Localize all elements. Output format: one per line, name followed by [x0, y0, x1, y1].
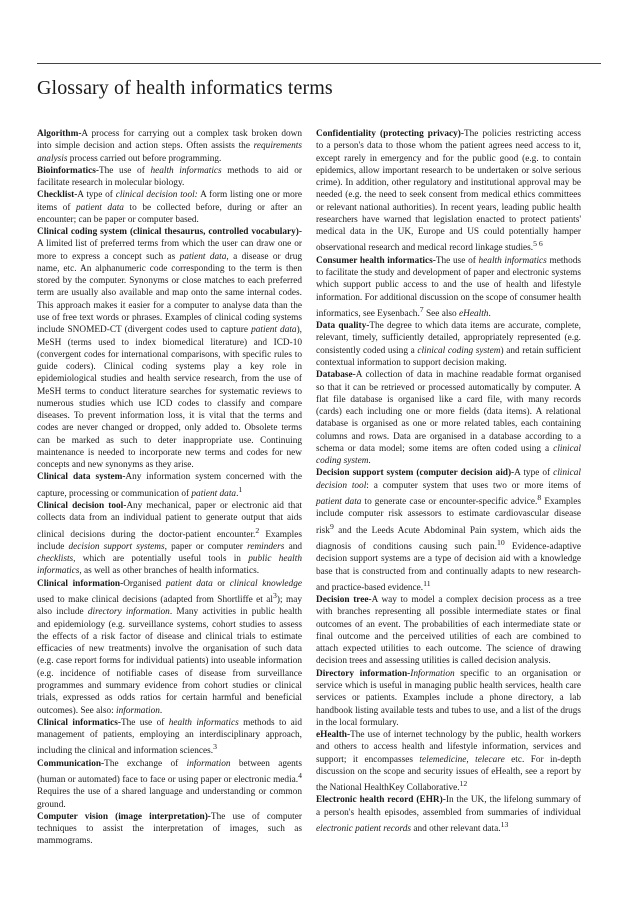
glossary-definition: The use of health informatics methods to aid management of patients, employing an interdisciplinary approach, including the clinical and information sciences.$^3$ — [37, 717, 302, 757]
glossary-definition: The degree to which data items are accurate, complete, relevant, timely, sufficiently detailed, appropriately represented (e.g. consistently coded using a clinical coding system) and retain sufficient contextual information to support decision making. — [316, 321, 581, 368]
glossary-term: Consumer health informatics- — [316, 255, 436, 266]
glossary-definition: The use of health informatics methods to facilitate the study and development of paper and electronic systems which support public access to and the use of health and lifestyle information. For additional discussion on the scope of consumer health informatics, see Eysenbach.$^7$ See also eHealth. — [316, 255, 581, 319]
glossary-term: Electronic health record (EHR)- — [316, 795, 446, 806]
glossary-definition: In the UK, the lifelong summary of a person's health episodes, assembled from summaries of individual electronic patient records and other relevant data.$^{13}$ — [316, 795, 581, 835]
glossary-term: Decision support system (computer decision aid)- — [316, 468, 515, 479]
glossary-entry — [37, 578, 302, 717]
glossary-entry — [316, 668, 581, 729]
glossary-definition: The policies restricting access to a person's data to those whom the patient agrees need access to it, except rarely in emergency and for the public good (e.g. to contain epidemics, allow important research to be undertaken or solve serious crime). In addition, other regulatory and institutional approval may be needed (e.g. the need to seek consent from medical ethics committees or relevant national authorities). In recent years, leading public health researchers have warned that legislation enacted to protect patients' medical data in the UK, Europe and US could potentially hamper observational research and medical record linkage studies.$^{5 6}$ — [316, 129, 581, 254]
glossary-definition: The use of computer techniques to assist the interpretation of images, such as mammograms. — [37, 811, 302, 847]
header-rule — [37, 63, 601, 64]
glossary-term: Checklist- — [37, 190, 78, 201]
glossary-definition: A type of clinical decision tool: A form listing one or more items of patient data to be collected before, during or after an encounter; can be paper or computer based. — [37, 190, 302, 225]
glossary-definition: A type of clinical decision tool: a computer system that uses two or more items of patient data to generate case or encounter-specific advice.$^8$ Examples include computer risk assessors to estimate cardiovascular disease risk$^9$ and the Leeds Acute Abdominal Pain system, which aids the diagnosis of conditions causing such pain.$^{10}$ Evidence-adaptive decision support systems are a type of decision aid with a knowledge base that is constructed from and continually adapts to new research- and practice-based evidence.$^{11}$ — [316, 468, 581, 593]
glossary-definition: The use of health informatics methods to aid or facilitate research in molecular biology. — [37, 165, 302, 189]
glossary-term: Computer vision (image interpretation)- — [37, 811, 211, 822]
glossary-definition: The use of internet technology by the public, health workers and others to access health and lifestyle information, services and support; it encompasses telemedicine, telecare etc. For in-depth discussion on the scope and security issues of eHealth, see a report by the National HealthKey Collaborative.$^{12}$ — [316, 730, 581, 794]
glossary-entry — [37, 717, 302, 758]
glossary-term: Clinical data system- — [37, 472, 126, 483]
glossary-term: Database- — [316, 370, 356, 381]
glossary-entry — [316, 128, 581, 255]
glossary-term: eHealth- — [316, 730, 351, 741]
glossary-entry — [37, 128, 302, 165]
glossary-entry — [316, 794, 581, 835]
glossary-entry — [316, 594, 581, 668]
glossary-term: Decision tree- — [316, 595, 372, 606]
glossary-definition: A limited list of preferred terms from which the user can draw one or more to express a concept such as patient data, a disease or drug name, etc. An alphanumeric code corresponding to the term is then stored by the computer. Synonyms or close matches to each preferred term are usually also available and map onto the same internal codes. This approach makes it easier for a computer to analyse data than the use of free text words or phrases. Examples of clinical coding systems include SNOMED-CT (divergent codes used to capture patient data), MeSH (terms used to index biomedical literature) and ICD-10 (convergent codes for international comparisons, with specific rules to guide coders). Clinical coding systems play a key role in epidemiological studies and health service research, from the use of MeSH terms to conduct literature searches for systematic reviews to numerous studies which use ICD codes to classify and compare diseases. To prevent information loss, it is vital that the terms and codes are never changed or dropped, only added to. Obsolete terms can be marked as such to deter inappropriate use. Continuing maintenance is needed to incorporate new terms and codes for new concepts and new synonyms as they arise. — [37, 239, 302, 471]
glossary-definition: Organised patient data or clinical knowledge used to make clinical decisions (adapted from Shortliffe et $al^3$); may also include directory information. Many activities in public health and epidemiology (e.g. surveillance systems, cohort studies to assess the effects of a risk factor of disease and clinical trials to estimate efficacies of new treatments) involve the organisation of such data (e.g. case report forms for individual patients) into useable information (e.g. incidence of notifiable cases of disease from surveillance programmes and summary evidence from cohort studies or clinical trials, expressed as odds ratios for certain harmful and beneficial outcomes). See also: information. — [37, 578, 302, 716]
glossary-entry — [37, 189, 302, 226]
glossary-term: Algorithm- — [37, 129, 82, 139]
glossary-definition: A process for carrying out a complex task broken down into simple decision and action steps. Often assists the requirements analysis process carried out before programming. — [37, 129, 302, 164]
glossary-term: Confidentiality (protecting privacy)- — [316, 129, 464, 139]
glossary-entry — [37, 500, 302, 578]
glossary-entry — [316, 320, 581, 369]
glossary-term: Clinical information- — [37, 578, 124, 589]
glossary-term: Clinical decision tool- — [37, 501, 127, 512]
glossary-entry — [316, 255, 581, 320]
glossary-column-left — [37, 128, 302, 848]
glossary-entry — [316, 467, 581, 594]
glossary-term: Communication- — [37, 758, 105, 769]
glossary-term: Directory information- — [316, 668, 411, 679]
glossary-entry — [316, 369, 581, 467]
glossary-entry — [316, 729, 581, 794]
glossary-entry — [37, 811, 302, 848]
glossary-definition: Any mechanical, paper or electronic aid that collects data from an individual patient to generate output that aids clinical decisions during the doctor-patient encounter.$^2$ Examples include decision support systems, paper or computer reminders and checklists, which are potentially useful tools in public health informatics, as well as other branches of health informatics. — [37, 501, 302, 577]
glossary-entry — [37, 758, 302, 811]
page-title: Glossary of health informatics terms — [37, 77, 333, 99]
glossary-definition: A way to model a complex decision process as a tree with branches representing all possible intermediate states or final outcomes of an event. The probabilities of each intermediate state or final outcome and the perceived utilities of each are combined to attach expected utilities to each outcome. The science of drawing decision trees and assessing utilities is called decision analysis. — [316, 595, 581, 667]
glossary-column-right — [316, 128, 581, 835]
glossary-definition: Any information system concerned with the capture, processing or communication of patient data.$^1$ — [37, 472, 303, 499]
glossary-definition: The exchange of information between agents (human or automated) face to face or using paper or electronic media.$^4$ Requires the use of a shared language and understanding or common ground. — [37, 758, 303, 810]
glossary-term: Data quality- — [316, 321, 370, 332]
glossary-definition: A collection of data in machine readable format organised so that it can be retrieved or processed automatically by computer. A flat file database is organised like a card file, with many records (cards) each including one or more fields (data items). A relational database is organised as one or more related tables, each containing columns and rows. Data are organised in a database according to a schema or data model; some items are often coded using a clinical coding system. — [316, 370, 581, 467]
glossary-entry — [37, 165, 302, 190]
glossary-term: Bioinformatics- — [37, 165, 99, 176]
glossary-definition: Information specific to an organisation or service which is useful in managing public health services, health care services or patients. Examples include a phone directory, a lab handbook listing available tests and tubes to use, and a list of the drugs in the local formulary. — [316, 668, 581, 728]
glossary-entry — [37, 226, 302, 471]
glossary-term: Clinical informatics- — [37, 717, 121, 728]
glossary-entry — [37, 471, 302, 500]
glossary-term: Clinical coding system (clinical thesaurus, controlled vocabulary)- — [37, 227, 302, 238]
